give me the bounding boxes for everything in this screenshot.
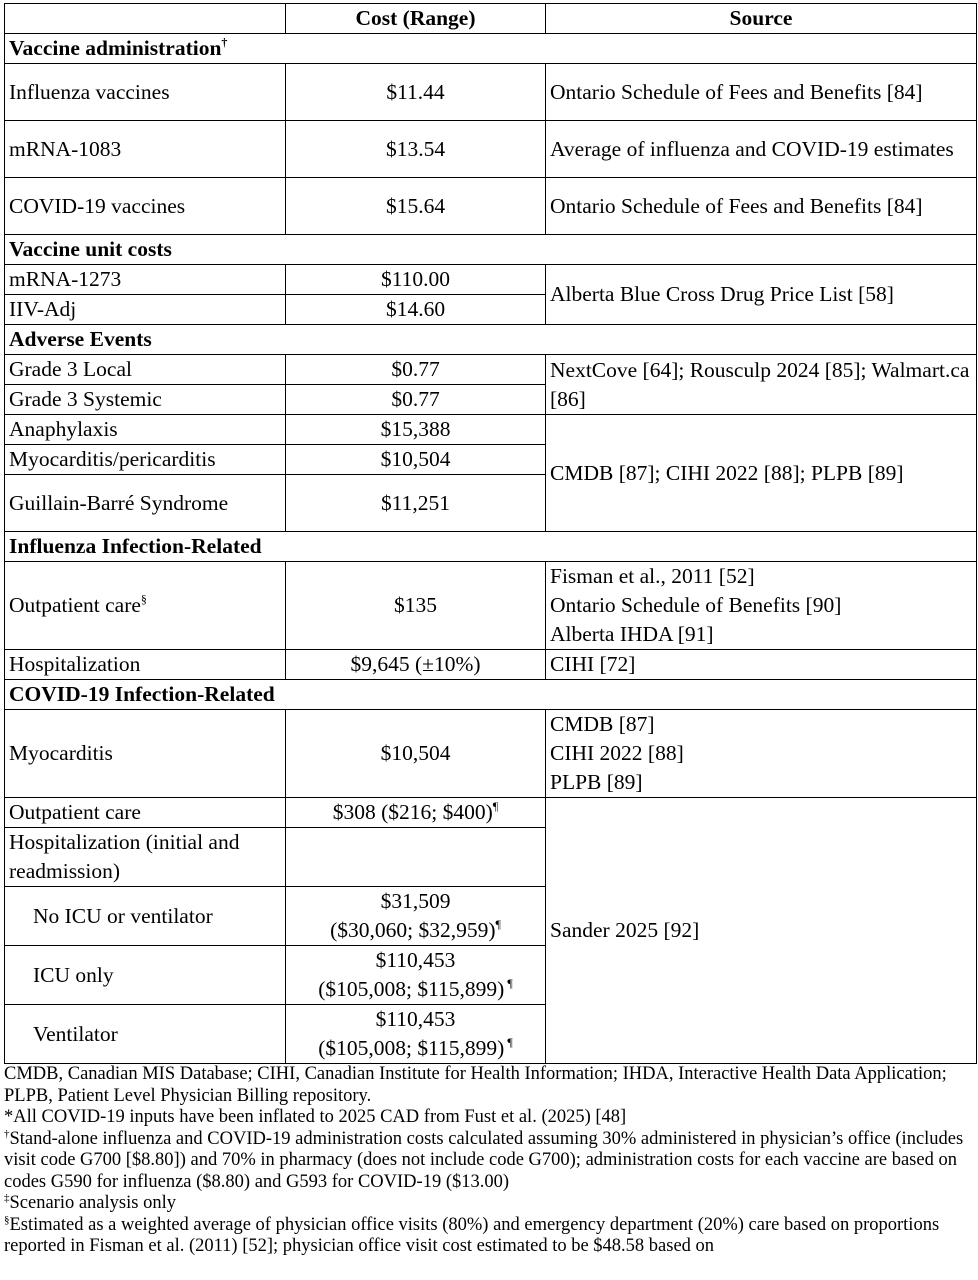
row-source: Ontario Schedule of Fees and Benefits [84]: [546, 178, 977, 235]
footnote-abbreviations: CMDB, Canadian MIS Database; CIHI, Canadian Institute for Health Information; IHDA, Interactive Health Data Application; PLPB, Patient Level Physician Billing repository.: [4, 1064, 947, 1106]
row-label: Anaphylaxis: [5, 415, 286, 445]
table-row: [5, 562, 977, 650]
table-row: [5, 265, 977, 295]
footnote-section: §Estimated as a weighted average of physician office visits (80%) and emergency department (20%) care based on proportions reported in Fisman et al. (2011) [52]; physician office visit cost estimated to be $48.58 based on: [4, 1213, 940, 1256]
section-title-influenza: Influenza Infection-Related: [5, 532, 977, 562]
row-label: Outpatient care: [5, 798, 286, 828]
row-cost: $110,453 ($105,008; $115,899) ¶: [286, 1005, 546, 1064]
row-label: mRNA-1083: [5, 121, 286, 178]
row-cost: $0.77: [286, 355, 546, 385]
source-line: CMDB [87]: [550, 712, 655, 736]
section-row: [5, 532, 977, 562]
section-row: [5, 680, 977, 710]
item-header: [5, 4, 286, 34]
row-label: Grade 3 Systemic: [5, 385, 286, 415]
row-source: Ontario Schedule of Fees and Benefits [84]: [546, 64, 977, 121]
source-line: Alberta IHDA [91]: [550, 622, 714, 646]
row-cost: $10,504: [286, 445, 546, 475]
row-label: No ICU or ventilator: [5, 887, 286, 946]
row-cost: $0.77: [286, 385, 546, 415]
section-row: [5, 325, 977, 355]
cost-header: Cost (Range): [286, 4, 546, 34]
table-row: [5, 415, 977, 445]
footnote-dagger: †Stand-alone influenza and COVID-19 administration costs calculated assuming 30% administered in physician’s office (includes visit code G700 [$8.80]) and 70% in pharmacy (does not include code G700); administration costs for each vaccine are based on codes G590 for influenza ($8.80) and G593 for COVID-19 ($13.00): [4, 1127, 964, 1192]
section-title-covid: COVID-19 Infection-Related: [5, 680, 977, 710]
row-cost: $110.00: [286, 265, 546, 295]
row-cost: $15,388: [286, 415, 546, 445]
table-row: [5, 355, 977, 385]
row-source: Alberta Blue Cross Drug Price List [58]: [546, 265, 977, 325]
source-line: Fisman et al., 2011 [52]: [550, 564, 755, 588]
table-row: [5, 178, 977, 235]
row-source: Sander 2025 [92]: [546, 798, 977, 1064]
source-header: Source: [546, 4, 977, 34]
row-source: [546, 710, 977, 798]
row-cost: $15.64: [286, 178, 546, 235]
row-cost: $13.54: [286, 121, 546, 178]
row-label: Guillain-Barré Syndrome: [5, 475, 286, 532]
row-cost: $110,453 ($105,008; $115,899) ¶: [286, 946, 546, 1005]
source-line: PLPB [89]: [550, 770, 643, 794]
row-cost: $31,509 ($30,060; $32,959)¶: [286, 887, 546, 946]
row-label: Ventilator: [5, 1005, 286, 1064]
footnote-star: *All COVID-19 inputs have been inflated to 2025 CAD from Fust et al. (2025) [48]: [4, 1107, 627, 1127]
row-cost: [286, 828, 546, 887]
row-label: Outpatient care§: [5, 562, 286, 650]
section-title-unit-costs: Vaccine unit costs: [5, 235, 977, 265]
table-row: [5, 798, 977, 828]
row-label: IIV-Adj: [5, 295, 286, 325]
row-source: [546, 562, 977, 650]
section-row: [5, 235, 977, 265]
row-label: Hospitalization: [5, 650, 286, 680]
row-label: ICU only: [5, 946, 286, 1005]
table-row: [5, 710, 977, 798]
row-label: Myocarditis/pericarditis: [5, 445, 286, 475]
source-line: Ontario Schedule of Benefits [90]: [550, 593, 842, 617]
footnotes: [4, 1064, 974, 1258]
row-label: Hospitalization (initial and readmission): [5, 828, 286, 887]
source-line: CIHI 2022 [88]: [550, 741, 684, 765]
section-title-vaccine-administration: Vaccine administration†: [5, 34, 977, 64]
row-cost: $308 ($216; $400)¶: [286, 798, 546, 828]
table-row: [5, 650, 977, 680]
footnote-double-dagger: ‡Scenario analysis only: [4, 1192, 176, 1213]
row-cost: $11,251: [286, 475, 546, 532]
row-cost: $11.44: [286, 64, 546, 121]
row-label: Influenza vaccines: [5, 64, 286, 121]
row-label: COVID-19 vaccines: [5, 178, 286, 235]
row-source: Average of influenza and COVID-19 estimates: [546, 121, 977, 178]
section-title-adverse-events: Adverse Events: [5, 325, 977, 355]
row-label: Myocarditis: [5, 710, 286, 798]
table-row: [5, 121, 977, 178]
header-row: [5, 4, 977, 34]
row-cost: $9,645 (±10%): [286, 650, 546, 680]
row-label: mRNA-1273: [5, 265, 286, 295]
row-cost: $14.60: [286, 295, 546, 325]
row-cost: $10,504: [286, 710, 546, 798]
row-source: CIHI [72]: [546, 650, 977, 680]
row-source: CMDB [87]; CIHI 2022 [88]; PLPB [89]: [546, 415, 977, 532]
table-row: [5, 64, 977, 121]
section-row: [5, 34, 977, 64]
row-cost: $135: [286, 562, 546, 650]
row-label: Grade 3 Local: [5, 355, 286, 385]
row-source: NextCove [64]; Rousculp 2024 [85]; Walmart.ca [86]: [546, 355, 977, 415]
cost-table: [4, 3, 977, 1064]
